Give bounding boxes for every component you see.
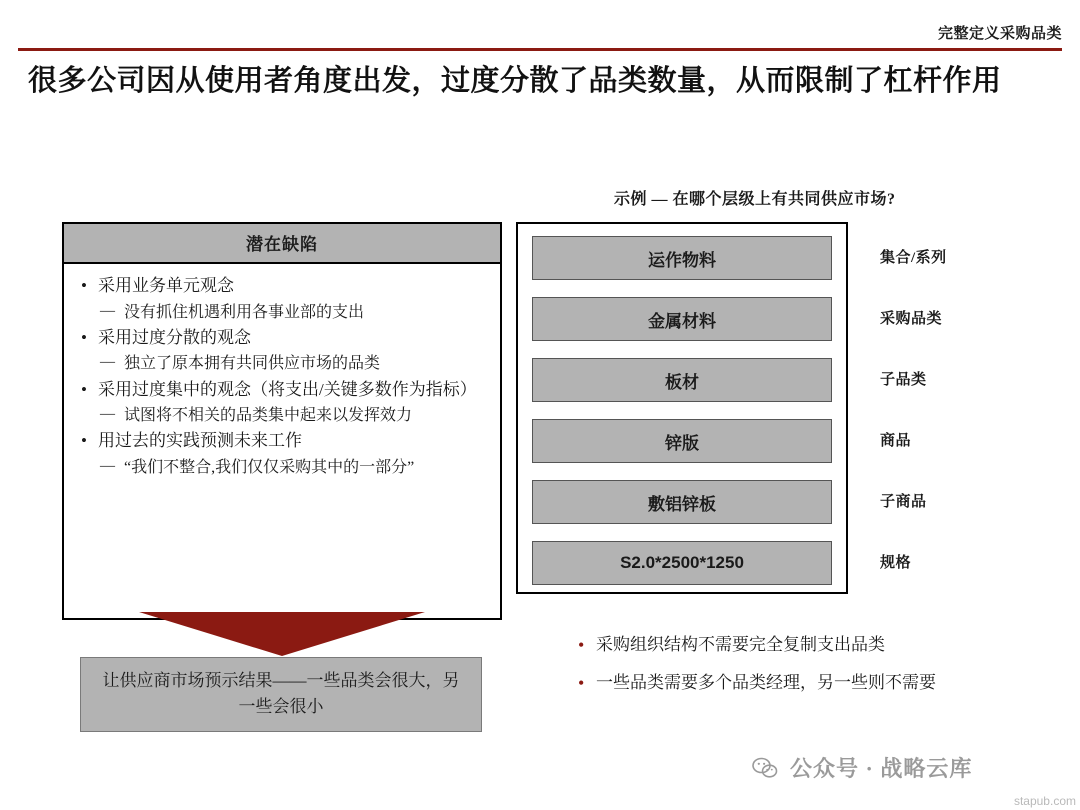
corner-watermark: stapub.com [1013,794,1076,808]
list-item: • 采购组织结构不需要完全复制支出品类 [578,632,1048,658]
hierarchy-row: S2.0*2500*1250 [532,541,832,585]
list-item: — “我们不整合,我们仅仅采购其中的一部分” [78,456,486,479]
hierarchy-row: 敷铝锌板 [532,480,832,524]
hierarchy-level-label: 集合/系列 [880,249,947,266]
list-item: • 用过去的实践预测未来工作 [78,429,486,454]
list-item: • 采用过度集中的观念（将支出/关键多数作为指标） [78,378,486,403]
example-heading: 示例 — 在哪个层级上有共同供应市场? [614,191,896,208]
list-item: • 采用过度分散的观念 [78,326,486,351]
notes-list [578,632,1048,707]
pitfall-panel-heading: 潜在缺陷 [64,224,500,264]
hierarchy-level-labels [880,222,1060,594]
page-title: 很多公司因从使用者角度出发，过度分散了品类数量，从而限制了杠杆作用 [28,65,1002,97]
list-item: • 采用业务单元观念 [78,274,486,299]
list-item: — 试图将不相关的品类集中起来以发挥效力 [78,404,486,427]
watermark-text: 公众号 · 战略云库 [790,756,973,781]
list-item: • 一些品类需要多个品类经理，另一些则不需要 [578,670,1048,696]
watermark [752,752,972,783]
hierarchy-row: 板材 [532,358,832,402]
hierarchy-row: 锌版 [532,419,832,463]
hierarchy-row: 金属材料 [532,297,832,341]
hierarchy-level-label: 子商品 [880,493,927,510]
wechat-icon [752,757,778,779]
slide-header-label: 完整定义采购品类 [937,26,1062,42]
hierarchy-level-label: 商品 [880,432,912,449]
list-item: — 独立了原本拥有共同供应市场的品类 [78,352,486,375]
down-arrow-icon [139,612,425,656]
header-divider [18,48,1062,51]
list-item: — 没有抓住机遇利用各事业部的支出 [78,301,486,324]
hierarchy-row: 运作物料 [532,236,832,280]
hierarchy-diagram [516,222,848,594]
pitfall-panel-body [64,264,500,618]
hierarchy-level-label: 子品类 [880,371,927,388]
hierarchy-level-label: 规格 [880,554,912,571]
pitfall-panel [62,222,502,620]
hierarchy-level-label: 采购品类 [880,310,943,327]
result-callout: 让供应商市场预示结果——一些品类会很大，另一些会很小 [80,657,482,732]
